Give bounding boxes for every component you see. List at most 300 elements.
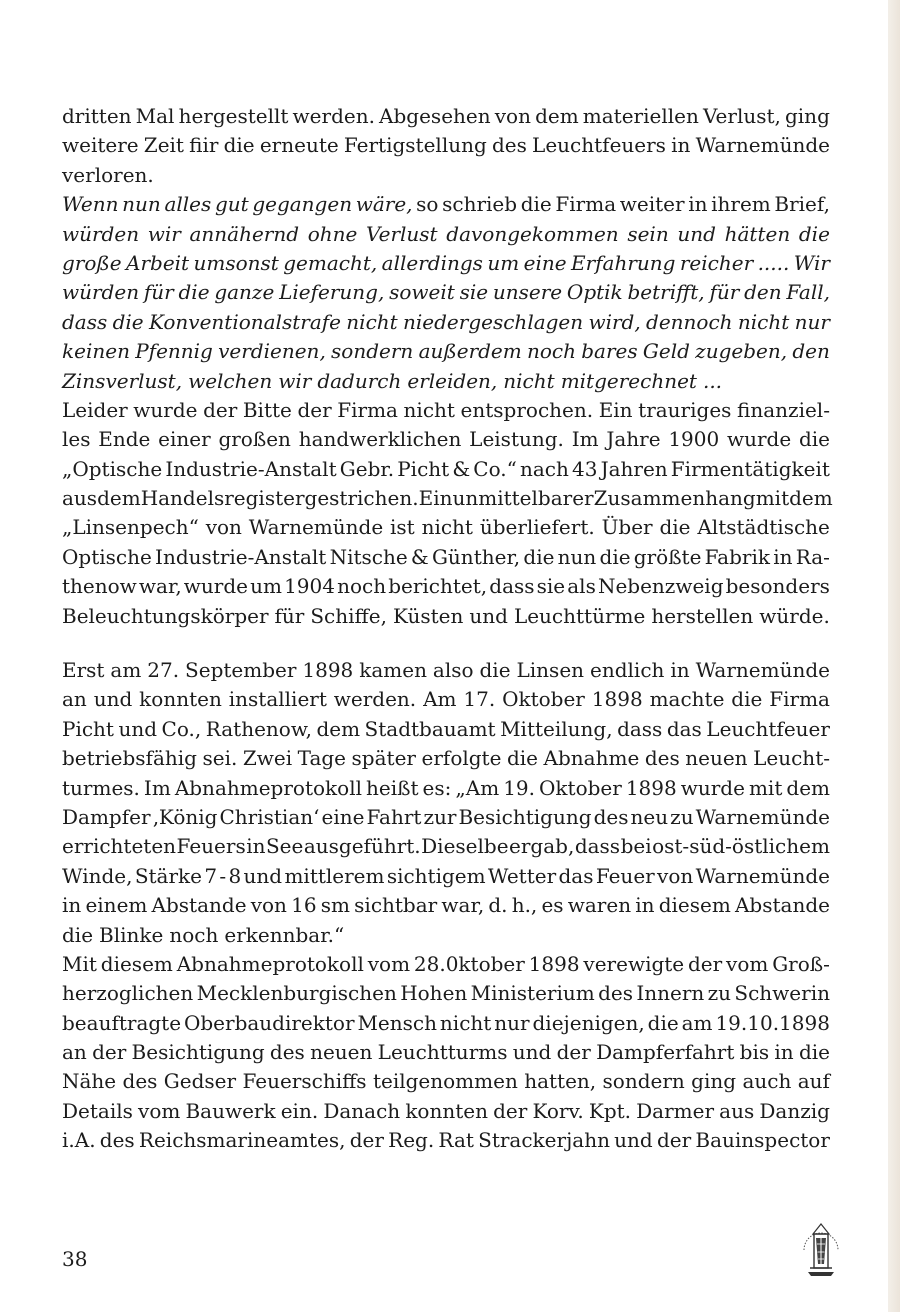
word: einer — [158, 427, 211, 452]
word: 27. — [147, 658, 180, 682]
word: Fall, — [786, 280, 830, 305]
text-line — [62, 685, 830, 714]
word: Verlust — [366, 221, 438, 246]
word: Warnemünde — [248, 515, 384, 540]
word: an — [62, 1040, 87, 1065]
word: des — [598, 981, 633, 1006]
text-line — [62, 950, 830, 979]
word: Groß- — [772, 951, 830, 976]
word: Zinsverlust, — [62, 368, 183, 393]
word: zur — [423, 804, 457, 829]
word: werden. — [292, 104, 375, 128]
word: ergab, — [509, 834, 575, 859]
word: nicht — [421, 515, 473, 540]
word: gemacht, — [283, 250, 378, 275]
word: verloren. — [62, 162, 154, 187]
word: d. — [488, 893, 508, 918]
word: Besichtigung — [458, 804, 592, 829]
word: Abstande — [151, 893, 247, 918]
word: noch — [337, 574, 387, 599]
word: davongekommen — [446, 221, 619, 246]
word: ‚König — [152, 804, 218, 829]
word: in — [773, 544, 793, 569]
word: ohne — [307, 221, 358, 246]
word: mitgerechnet — [560, 368, 697, 393]
word: dass — [62, 309, 108, 334]
word: Linsen — [516, 658, 585, 682]
word: Im — [571, 427, 599, 452]
text-line — [62, 862, 830, 891]
word: und — [93, 687, 133, 712]
word: Kpt. — [588, 1098, 632, 1123]
word: Mensch — [357, 1010, 437, 1035]
word: neu — [630, 804, 669, 829]
word: dass — [489, 574, 535, 599]
word: Tage — [297, 746, 347, 771]
word: konnten — [405, 1098, 488, 1123]
word: 7 — [204, 863, 218, 888]
word: Zeit — [143, 133, 184, 158]
word: gestrichen. — [304, 486, 419, 511]
word: Mal — [135, 104, 175, 128]
word: alles — [164, 192, 212, 217]
word: es — [541, 893, 564, 918]
word: nicht — [403, 397, 455, 422]
word: Warnemünde — [695, 658, 830, 682]
word: les — [62, 427, 91, 452]
word: dem — [786, 775, 830, 800]
word: Wir — [793, 250, 830, 275]
word: i.A. — [62, 1128, 96, 1153]
word: des — [593, 804, 629, 829]
word: heißt — [366, 775, 419, 800]
word: mit — [755, 486, 790, 511]
word: - — [219, 863, 227, 888]
word: Firma — [555, 192, 617, 217]
word: des — [644, 746, 680, 771]
word: ost-süd-östlichem — [652, 834, 830, 859]
word: Strackerjahn — [478, 1128, 610, 1153]
text-line — [62, 337, 830, 366]
word: weiter — [619, 192, 685, 217]
word: nur — [794, 309, 830, 334]
word: hatten, — [524, 1069, 597, 1094]
word: dass — [574, 834, 621, 859]
text-line — [62, 161, 830, 190]
word: Ein — [418, 486, 453, 511]
word: Oktober — [502, 687, 585, 712]
word: in — [62, 893, 82, 918]
word: mit — [748, 775, 783, 800]
word: 1898 — [528, 951, 580, 976]
text-line — [62, 656, 830, 685]
word: Rat — [438, 1128, 474, 1153]
word: waren — [567, 893, 632, 918]
word: Abnahme — [543, 746, 640, 771]
word: die — [506, 746, 539, 771]
word: ist — [390, 515, 415, 540]
word: die — [479, 658, 511, 682]
word: eine — [321, 804, 365, 829]
word: 1900 — [668, 427, 720, 452]
word: betriebsfähig — [62, 746, 197, 771]
word: beauftragte — [62, 1010, 182, 1035]
word: bei — [620, 834, 652, 859]
word: 1898 — [591, 687, 643, 712]
word: bis — [739, 1040, 770, 1065]
word: Bauinspector — [695, 1128, 830, 1153]
word: handwerklichen — [298, 427, 462, 452]
text-line — [62, 979, 830, 1008]
word: Jahren — [600, 456, 668, 481]
word: dass — [617, 716, 663, 741]
word: sichtbar — [354, 893, 438, 918]
word: die — [731, 687, 763, 712]
page-number: 38 — [62, 1247, 88, 1271]
word: wird, — [588, 309, 641, 334]
word: welchen — [188, 368, 273, 393]
word: verdienen, — [218, 339, 326, 364]
word: & — [410, 544, 429, 569]
word: Ra- — [795, 544, 830, 569]
word: Industrie-Anstalt — [155, 544, 327, 569]
word: in — [671, 133, 691, 158]
text-line — [62, 1097, 830, 1126]
word: Leuchtfeuer — [706, 716, 830, 741]
word: zu — [670, 804, 694, 829]
word: nur — [494, 1010, 530, 1035]
word: ganze — [214, 280, 275, 305]
word: in — [774, 1040, 794, 1065]
word: Günther, — [431, 544, 521, 569]
word: war, — [441, 893, 485, 918]
text-line — [62, 774, 830, 803]
word: Firma — [769, 687, 830, 712]
word: Oktober — [539, 775, 622, 800]
word: der — [556, 1040, 591, 1065]
word: endlich — [590, 658, 665, 682]
text-line — [62, 131, 830, 160]
text-line — [62, 1126, 830, 1155]
word: 1898 — [625, 775, 677, 800]
word: „Linsenpech“ — [62, 515, 199, 540]
word: sein — [627, 221, 669, 246]
word: Feuer — [595, 863, 655, 888]
word: der — [297, 397, 332, 422]
word: & — [452, 456, 471, 481]
text-line — [62, 484, 833, 513]
word: ..... — [757, 250, 790, 275]
word: nach — [519, 456, 569, 481]
word: Optik — [566, 280, 623, 305]
word: Wenn — [62, 192, 119, 217]
text-line — [62, 367, 830, 396]
text-line — [62, 1038, 830, 1067]
word: in — [635, 893, 655, 918]
word: Leuchtfeuers — [532, 133, 666, 158]
word: 1898 — [302, 658, 354, 682]
word: Picht — [397, 456, 450, 481]
word: nicht — [737, 309, 790, 334]
word: Gebr. — [339, 456, 395, 481]
word: dem — [97, 486, 141, 511]
word: Ministerium — [470, 981, 595, 1006]
word: Nebenzweig — [597, 574, 724, 599]
word: Danzig — [759, 1098, 830, 1123]
word: Nähe — [62, 1069, 117, 1094]
word: ein. — [280, 1098, 319, 1123]
word: Altstädtische — [697, 515, 830, 540]
word: ging — [784, 104, 830, 128]
word: Winde, — [62, 863, 133, 888]
word: Warnemünde — [695, 863, 830, 888]
word: Zusammenhang — [593, 486, 756, 511]
word: sie — [536, 574, 566, 599]
word: den — [792, 339, 830, 364]
word: Co., — [161, 716, 202, 741]
word: zu — [707, 981, 732, 1006]
word: eine — [523, 250, 567, 275]
word: wurde — [726, 427, 792, 452]
text-line — [62, 543, 830, 572]
word: und — [118, 716, 158, 741]
word: die — [178, 280, 210, 305]
word: der — [92, 1040, 127, 1065]
word: neuen — [310, 1040, 373, 1065]
word: nicht — [439, 1010, 492, 1035]
word: für — [274, 603, 305, 628]
word: Picht — [62, 716, 114, 741]
word: schrieb — [442, 192, 518, 217]
word: wurde — [133, 397, 198, 422]
word: Danach — [323, 1098, 401, 1123]
paragraph-1 — [62, 102, 833, 631]
word: und — [469, 603, 508, 628]
word: Firma — [337, 397, 398, 422]
word: soweit — [389, 280, 455, 305]
word: so — [416, 192, 439, 217]
text-line — [62, 744, 830, 773]
word: Abgesehen — [379, 104, 491, 128]
word: h., — [511, 893, 538, 918]
word: den — [744, 280, 782, 305]
word: Dampferfahrt — [596, 1040, 735, 1065]
text-line — [62, 249, 830, 278]
text-line — [62, 1067, 830, 1096]
word: ging — [691, 1069, 737, 1094]
word: herzoglichen — [62, 981, 194, 1006]
word: 19.10.1898 — [715, 1010, 830, 1035]
word: diejenigen, — [532, 1010, 645, 1035]
word: von — [494, 104, 531, 128]
word: Brief, — [774, 192, 830, 217]
word: dadurch — [317, 368, 402, 393]
word: nicht — [346, 309, 398, 334]
word: Arbeit — [126, 250, 190, 275]
word: würde. — [759, 603, 830, 628]
word: dem — [535, 104, 579, 128]
word: Fahrt — [366, 804, 422, 829]
word: besonders — [725, 574, 830, 599]
word: Reg. — [388, 1128, 435, 1153]
word: Warnemünde — [695, 133, 830, 158]
text-line — [62, 308, 830, 337]
word: die — [62, 922, 94, 947]
word: dritten — [62, 104, 132, 128]
word: machte — [649, 687, 725, 712]
word: annähernd — [189, 221, 300, 246]
word: würden — [62, 221, 140, 246]
word: betrifft, — [627, 280, 705, 305]
word: von — [657, 863, 694, 888]
word: und — [614, 1128, 653, 1153]
word: weitere — [62, 133, 139, 158]
word: zugeben, — [695, 339, 788, 364]
word: sei. — [202, 746, 238, 771]
word: Industrie-Anstalt — [165, 456, 337, 481]
word: Blinke — [99, 922, 164, 947]
word: Abnahmeprotokoll — [174, 775, 362, 800]
word: nun — [557, 544, 597, 569]
word: Ein — [598, 397, 633, 422]
word: des — [99, 1128, 135, 1153]
word: Leuchttürme — [513, 603, 646, 628]
word: 1904 — [284, 574, 335, 599]
text-line — [62, 921, 830, 950]
word: Bitte — [242, 397, 292, 422]
word: Geld — [642, 339, 690, 364]
word: Handelsregister — [140, 486, 305, 511]
word: Leider — [62, 397, 128, 422]
word: die — [647, 1010, 679, 1035]
text-line — [62, 513, 830, 542]
word: Christian‘ — [219, 804, 320, 829]
word: werden. — [333, 687, 417, 712]
word: Konventionalstrafe — [148, 309, 341, 334]
word: Beleuchtungskörper — [62, 603, 269, 628]
word: 16 — [291, 893, 317, 918]
word: Nitsche — [329, 544, 408, 569]
word: 28.0ktober — [413, 951, 525, 976]
word: Dieselbe — [421, 834, 509, 859]
text-line — [62, 190, 830, 219]
word: Reichsmarineamtes, — [138, 1128, 346, 1153]
word: Lieferung, — [279, 280, 385, 305]
text-line — [62, 425, 830, 454]
text-line — [62, 102, 830, 131]
word: dem — [789, 486, 833, 511]
word: Leucht- — [753, 746, 830, 771]
word: es: — [422, 775, 452, 800]
word: fiir — [189, 133, 219, 158]
word: der — [688, 951, 723, 976]
word: ... — [702, 368, 723, 393]
word: für — [143, 280, 174, 305]
word: teilgenommen — [372, 1069, 518, 1094]
text-line — [62, 455, 830, 484]
word: der — [203, 397, 238, 422]
word: außerdem — [418, 339, 522, 364]
word: die — [798, 427, 830, 452]
word: Feuerschiffs — [242, 1069, 367, 1094]
word: Am — [423, 687, 457, 712]
word: thenow — [62, 574, 137, 599]
word: Optische — [62, 544, 152, 569]
word: verewigte — [583, 951, 685, 976]
word: am — [110, 658, 142, 682]
word: das — [558, 863, 594, 888]
word: die — [659, 515, 691, 540]
word: ihrem — [711, 192, 771, 217]
word: trauriges — [638, 397, 732, 422]
word: sie — [459, 280, 489, 305]
word: niedergeschlagen — [403, 309, 584, 334]
word: die — [798, 221, 830, 246]
word: Leuchtturms — [377, 1040, 508, 1065]
text-line — [62, 220, 830, 249]
word: die — [798, 1040, 830, 1065]
word: diesem — [658, 893, 731, 918]
word: Oberbaudirektor — [183, 1010, 355, 1035]
word: gut — [214, 192, 249, 217]
text-line — [62, 602, 830, 631]
word: entsprochen. — [460, 397, 594, 422]
word: die — [520, 192, 552, 217]
word: Korv. — [532, 1098, 584, 1123]
word: des — [491, 133, 527, 158]
word: allerdings — [381, 250, 483, 275]
word: wurde — [183, 574, 248, 599]
word: und — [512, 1040, 552, 1065]
word: auch — [742, 1069, 792, 1094]
word: Über — [601, 515, 653, 540]
word: sichtigem — [386, 863, 486, 888]
word: Verlust, — [702, 104, 781, 128]
word: der — [656, 1128, 692, 1153]
word: für — [709, 280, 740, 305]
word: Stadtbauamt — [364, 716, 496, 741]
word: wir — [278, 368, 312, 393]
text-line — [62, 278, 830, 307]
page-edge-shadow — [888, 0, 900, 1312]
word: an — [62, 687, 87, 712]
word: sondern — [331, 339, 414, 364]
word: die — [112, 309, 144, 334]
word: materiellen — [582, 104, 699, 128]
word: berichtet, — [388, 574, 488, 599]
word: gegangen — [252, 192, 353, 217]
word: sm — [320, 893, 350, 918]
word: würden — [62, 280, 140, 305]
word: Fabrik — [704, 544, 770, 569]
word: „Optische — [62, 456, 163, 481]
word: Besichtigung — [131, 1040, 265, 1065]
word: Küsten — [392, 603, 464, 628]
word: neuen — [685, 746, 748, 771]
word: später — [351, 746, 416, 771]
text-line — [62, 715, 830, 744]
word: die — [599, 544, 631, 569]
word: das — [666, 716, 702, 741]
word: herstellen — [651, 603, 754, 628]
word: installiert — [228, 687, 327, 712]
word: erleiden, — [407, 368, 498, 393]
word: war, — [138, 574, 182, 599]
text-line — [62, 572, 830, 601]
word: in — [246, 834, 266, 859]
word: Erst — [62, 658, 105, 682]
word: 8 — [228, 863, 242, 888]
